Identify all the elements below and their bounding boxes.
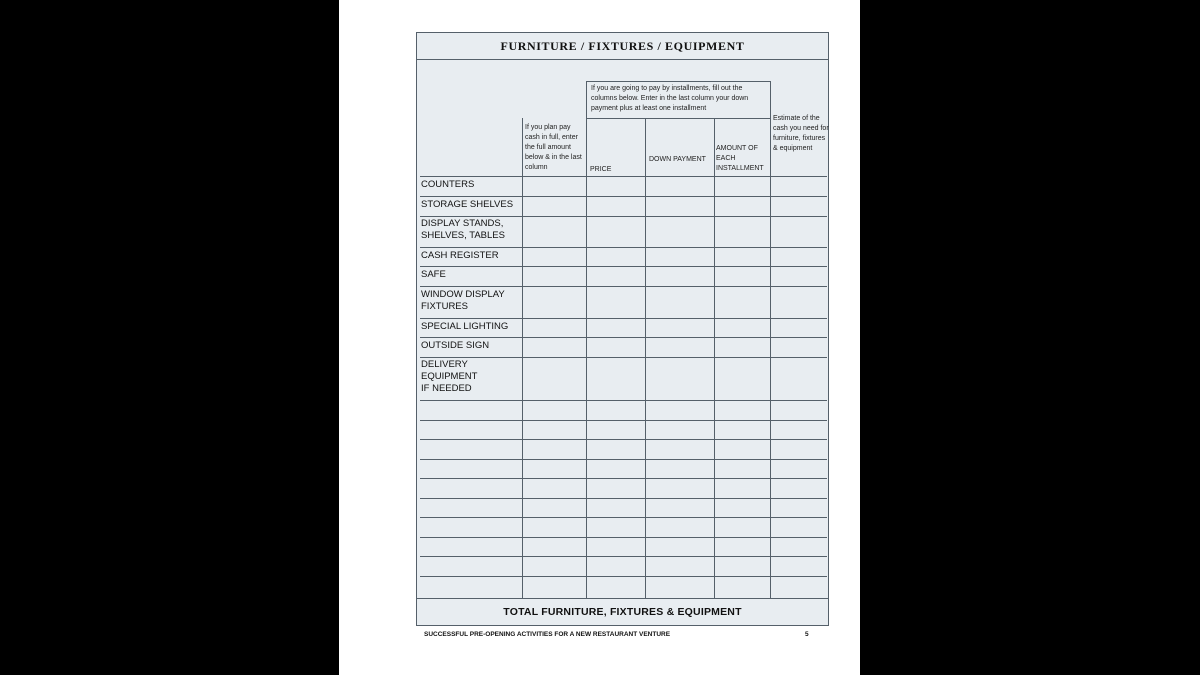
entry-cell[interactable] [771,401,827,419]
entry-cell[interactable] [771,358,827,399]
entry-cell[interactable] [646,338,713,356]
total-row-label: TOTAL FURNITURE, FIXTURES & EQUIPMENT [417,598,828,627]
entry-cell[interactable] [646,197,713,215]
row-label-display-stands: DISPLAY STANDS, SHELVES, TABLES [421,218,505,241]
entry-cell[interactable] [646,217,713,246]
entry-cell[interactable] [646,577,713,597]
entry-cell[interactable] [646,421,713,438]
entry-cell[interactable] [646,319,713,336]
entry-cell[interactable] [523,557,585,575]
entry-cell[interactable] [771,518,827,536]
entry-cell[interactable] [646,287,713,317]
entry-cell[interactable] [646,518,713,536]
entry-cell[interactable] [587,479,644,497]
entry-cell[interactable] [587,267,644,285]
entry-cell[interactable] [715,440,769,458]
entry-cell[interactable] [587,557,644,575]
entry-cell[interactable] [523,440,585,458]
entry-cell[interactable] [771,248,827,265]
entry-cell[interactable] [587,499,644,516]
entry-cell[interactable] [587,577,644,597]
entry-cell[interactable] [523,267,585,285]
entry-cell[interactable] [587,538,644,555]
entry-cell[interactable] [715,557,769,575]
entry-cell[interactable] [523,401,585,419]
entry-cell[interactable] [771,460,827,477]
entry-cell[interactable] [715,518,769,536]
entry-cell[interactable] [523,358,585,399]
row-label-storage-shelves: STORAGE SHELVES [421,199,514,210]
row-label-counters: COUNTERS [421,179,475,190]
entry-cell[interactable] [646,248,713,265]
entry-cell[interactable] [715,499,769,516]
entry-cell[interactable] [771,287,827,317]
entry-cell[interactable] [715,217,769,246]
col-header-price: PRICE [590,166,612,173]
entry-cell[interactable] [523,177,585,195]
entry-cell[interactable] [715,538,769,555]
entry-cell[interactable] [523,499,585,516]
entry-cell[interactable] [715,338,769,356]
entry-cell[interactable] [523,287,585,317]
col-header-down-payment: DOWN PAYMENT [649,156,706,163]
entry-cell[interactable] [715,287,769,317]
entry-cell[interactable] [715,197,769,215]
entry-cell[interactable] [523,248,585,265]
entry-cell[interactable] [771,319,827,336]
footer-text: SUCCESSFUL PRE-OPENING ACTIVITIES FOR A NEW RESTAURANT VENTURE [424,631,671,638]
entry-cell[interactable] [715,319,769,336]
entry-cell[interactable] [771,577,827,597]
entry-cell[interactable] [523,538,585,555]
entry-cell[interactable] [646,401,713,419]
entry-cell[interactable] [715,267,769,285]
entry-cell[interactable] [587,338,644,356]
entry-cell[interactable] [523,338,585,356]
entry-cell[interactable] [523,197,585,215]
entry-cell[interactable] [771,557,827,575]
entry-cell[interactable] [771,177,827,195]
entry-cell[interactable] [587,440,644,458]
entry-cell[interactable] [587,217,644,246]
entry-cell[interactable] [771,197,827,215]
entry-cell[interactable] [646,440,713,458]
entry-cell[interactable] [587,460,644,477]
entry-cell[interactable] [771,267,827,285]
entry-cell[interactable] [715,358,769,399]
entry-cell[interactable] [771,538,827,555]
entry-cell[interactable] [646,358,713,399]
entry-cell[interactable] [771,479,827,497]
entry-cell[interactable] [523,518,585,536]
row-label-cash-register: CASH REGISTER [421,250,499,261]
row-label-safe: SAFE [421,269,446,280]
entry-cell[interactable] [587,287,644,317]
row-label-outside-sign: OUTSIDE SIGN [421,340,490,351]
entry-cell[interactable] [646,557,713,575]
entry-cell[interactable] [715,577,769,597]
entry-cell[interactable] [715,248,769,265]
entry-cell[interactable] [587,421,644,438]
worksheet-title: FURNITURE / FIXTURES / EQUIPMENT [417,33,828,60]
col-header-estimate: Estimate of the cash you need for furniture, fixtures & equipment [773,115,829,152]
entry-cell[interactable] [771,421,827,438]
entry-cell[interactable] [771,217,827,246]
entry-cell[interactable] [523,479,585,497]
entry-cell[interactable] [771,499,827,516]
entry-cell[interactable] [587,518,644,536]
entry-cell[interactable] [715,421,769,438]
entry-cell[interactable] [587,197,644,215]
entry-cell[interactable] [646,538,713,555]
entry-cell[interactable] [523,460,585,477]
entry-cell[interactable] [646,267,713,285]
row-label-special-lighting: SPECIAL LIGHTING [421,321,509,332]
entry-cell[interactable] [523,217,585,246]
entry-cell[interactable] [646,177,713,195]
entry-cell[interactable] [587,177,644,195]
entry-cell[interactable] [646,479,713,497]
entry-cell[interactable] [771,338,827,356]
entry-cell[interactable] [771,440,827,458]
entry-cell[interactable] [715,479,769,497]
entry-cell[interactable] [646,499,713,516]
header-divider [586,118,771,119]
entry-cell[interactable] [523,577,585,597]
installment-note: If you are going to pay by installments, fill out the columns below. Enter in the last column your down payment plus at least one installment [586,81,771,120]
entry-cell[interactable] [523,421,585,438]
entry-cell[interactable] [715,460,769,477]
entry-cell[interactable] [715,177,769,195]
entry-cell[interactable] [587,319,644,336]
page-number: 5 [805,631,809,638]
entry-cell[interactable] [587,401,644,419]
entry-cell[interactable] [646,460,713,477]
col-header-amount-installment: AMOUNT OF EACH INSTALLMENT [716,145,764,172]
entry-cell[interactable] [715,401,769,419]
entry-cell[interactable] [587,358,644,399]
col-header-cash-full: If you plan pay cash in full, enter the full amount below & in the last column [525,124,582,171]
row-label-delivery-equipment: DELIVERY EQUIPMENT IF NEEDED [421,359,478,394]
equipment-worksheet [416,32,829,626]
entry-cell[interactable] [587,248,644,265]
document-page [339,0,860,675]
entry-cell[interactable] [523,319,585,336]
row-label-window-display: WINDOW DISPLAY FIXTURES [421,289,505,312]
